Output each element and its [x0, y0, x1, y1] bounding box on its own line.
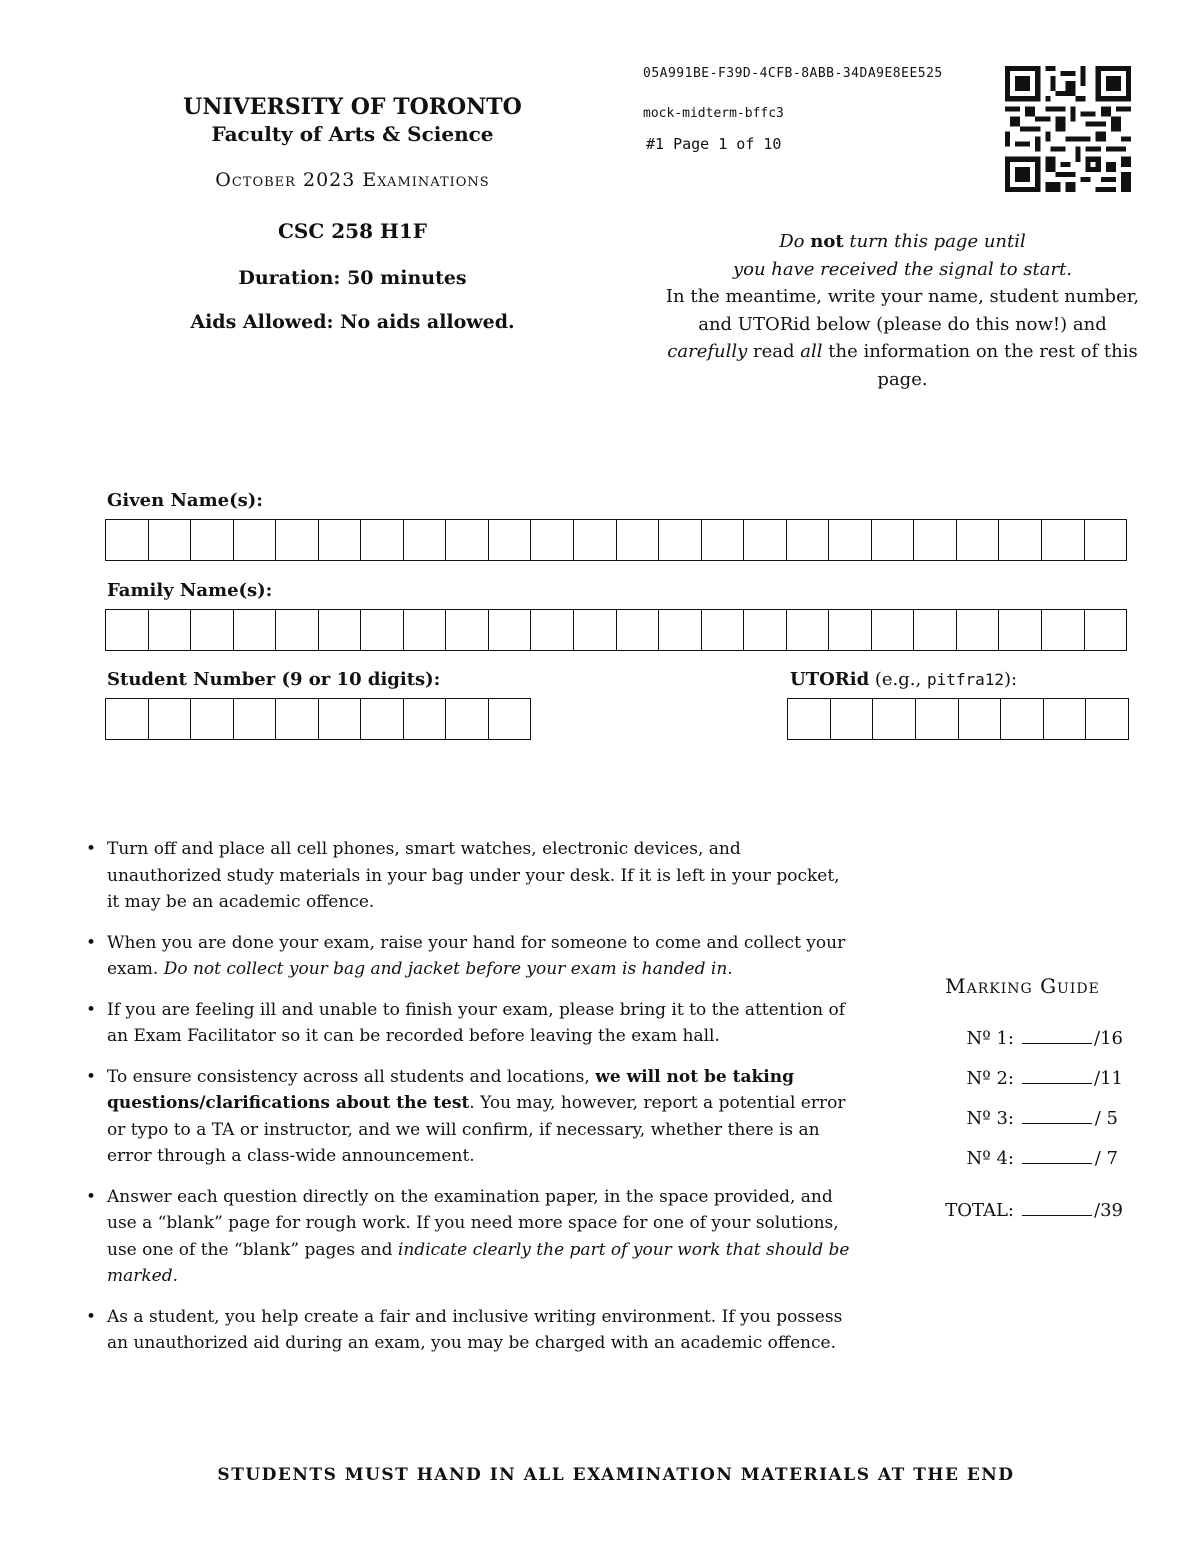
given-name-input[interactable]	[105, 519, 1127, 561]
instruction-item: • When you are done your exam, raise your hand for someone to come and collect your exam. Do not collect your bag and jacket before your exam is handed in.	[86, 930, 851, 983]
course-code: CSC 258 H1F	[278, 219, 427, 243]
char-box[interactable]	[234, 520, 277, 560]
notice-line-1: Do not turn this page until	[779, 231, 1026, 252]
family-name-input[interactable]	[105, 609, 1127, 651]
char-box[interactable]	[1001, 699, 1044, 739]
char-box[interactable]	[276, 699, 319, 739]
given-name-label: Given Name(s):	[107, 490, 263, 511]
char-box[interactable]	[531, 610, 574, 650]
char-box[interactable]	[787, 610, 830, 650]
student-number-label: Student Number (9 or 10 digits):	[107, 669, 441, 690]
marking-row-q4: Nº 4: / 7	[966, 1148, 1118, 1169]
utorid-label: UTORid (e.g., pitfra12):	[790, 669, 1018, 690]
char-box[interactable]	[999, 610, 1042, 650]
instruction-item: • As a student, you help create a fair and inclusive writing environment. If you possess an unauthorized aid during an exam, you may be charged with an academic offence.	[86, 1304, 851, 1357]
char-box[interactable]	[574, 610, 617, 650]
marking-row-q1: Nº 1: /16	[966, 1028, 1123, 1049]
char-box[interactable]	[319, 610, 362, 650]
char-box[interactable]	[191, 610, 234, 650]
start-notice	[665, 228, 1140, 393]
char-box[interactable]	[106, 699, 149, 739]
char-box[interactable]	[1085, 610, 1127, 650]
instruction-item: • Turn off and place all cell phones, smart watches, electronic devices, and unauthorized study materials in your bag under your desk. If it is left in your pocket, it may be an academic offence.	[86, 836, 851, 916]
char-box[interactable]	[659, 520, 702, 560]
char-box[interactable]	[1042, 610, 1085, 650]
char-box[interactable]	[744, 520, 787, 560]
exam-uuid: 05A991BE-F39D-4CFB-8ABB-34DA9E8EE525	[643, 66, 943, 81]
char-box[interactable]	[1042, 520, 1085, 560]
instructions-list	[86, 836, 851, 1371]
char-box[interactable]	[106, 610, 149, 650]
marking-guide-title: Marking Guide	[945, 974, 1100, 998]
char-box[interactable]	[617, 610, 660, 650]
char-box[interactable]	[489, 520, 532, 560]
char-box[interactable]	[361, 610, 404, 650]
char-box[interactable]	[872, 610, 915, 650]
instruction-item: • Answer each question directly on the examination paper, in the space provided, and use a “blank” page for rough work. If you need more space for one of your solutions, use one of the “blank” pages and indicate clearly the part of your work that should be marked.	[86, 1184, 851, 1290]
char-box[interactable]	[446, 520, 489, 560]
char-box[interactable]	[404, 699, 447, 739]
char-box[interactable]	[106, 520, 149, 560]
char-box[interactable]	[276, 520, 319, 560]
instruction-item: • To ensure consistency across all students and locations, we will not be taking questions/clarifications about the test. You may, however, report a potential error or typo to a TA or instructor, and we will confirm, if necessary, whether there is an error through a class-wide announcement.	[86, 1064, 851, 1170]
marking-guide	[915, 974, 1130, 1240]
family-name-label: Family Name(s):	[107, 580, 273, 601]
char-box[interactable]	[1086, 699, 1128, 739]
aids-allowed: Aids Allowed: No aids allowed.	[190, 311, 515, 333]
exam-code: mock-midterm-bffc3	[643, 106, 784, 121]
char-box[interactable]	[489, 610, 532, 650]
char-box[interactable]	[831, 699, 874, 739]
exam-header	[150, 93, 555, 333]
char-box[interactable]	[446, 610, 489, 650]
char-box[interactable]	[873, 699, 916, 739]
char-box[interactable]	[659, 610, 702, 650]
utorid-input[interactable]	[787, 698, 1129, 740]
char-box[interactable]	[319, 520, 362, 560]
char-box[interactable]	[319, 699, 362, 739]
char-box[interactable]	[404, 610, 447, 650]
exam-duration: Duration: 50 minutes	[238, 267, 467, 289]
char-box[interactable]	[1085, 520, 1127, 560]
char-box[interactable]	[404, 520, 447, 560]
char-box[interactable]	[702, 610, 745, 650]
instruction-item: • If you are feeling ill and unable to finish your exam, please bring it to the attention of an Exam Facilitator so it can be recorded before leaving the exam hall.	[86, 997, 851, 1050]
char-box[interactable]	[234, 610, 277, 650]
char-box[interactable]	[914, 610, 957, 650]
notice-line-3: In the meantime, write your name, student number, and UTORid below (please do this now!) and carefully read all the information on the rest of this page.	[665, 286, 1140, 390]
char-box[interactable]	[1044, 699, 1087, 739]
char-box[interactable]	[959, 699, 1002, 739]
university-name: UNIVERSITY OF TORONTO	[183, 94, 522, 120]
char-box[interactable]	[149, 610, 192, 650]
char-box[interactable]	[788, 699, 831, 739]
char-box[interactable]	[234, 699, 277, 739]
char-box[interactable]	[191, 520, 234, 560]
char-box[interactable]	[276, 610, 319, 650]
faculty-name: Faculty of Arts & Science	[211, 122, 494, 146]
page-number: #1 Page 1 of 10	[646, 135, 782, 153]
char-box[interactable]	[149, 699, 192, 739]
char-box[interactable]	[787, 520, 830, 560]
char-box[interactable]	[149, 520, 192, 560]
marking-row-q2: Nº 2: /11	[966, 1068, 1123, 1089]
char-box[interactable]	[914, 520, 957, 560]
char-box[interactable]	[872, 520, 915, 560]
marking-row-total: TOTAL: /39	[945, 1200, 1123, 1221]
char-box[interactable]	[916, 699, 959, 739]
char-box[interactable]	[361, 699, 404, 739]
char-box[interactable]	[829, 520, 872, 560]
exam-session: October 2023 Examinations	[215, 169, 490, 191]
footer-notice: STUDENTS MUST HAND IN ALL EXAMINATION MATERIALS AT THE END	[217, 1465, 1015, 1485]
qr-code-icon	[1005, 66, 1131, 192]
char-box[interactable]	[191, 699, 234, 739]
char-box[interactable]	[702, 520, 745, 560]
char-box[interactable]	[574, 520, 617, 560]
char-box[interactable]	[446, 699, 489, 739]
char-box[interactable]	[829, 610, 872, 650]
char-box[interactable]	[531, 520, 574, 560]
char-box[interactable]	[617, 520, 660, 560]
char-box[interactable]	[999, 520, 1042, 560]
char-box[interactable]	[361, 520, 404, 560]
char-box[interactable]	[744, 610, 787, 650]
notice-line-2: you have received the signal to start.	[732, 258, 1073, 280]
char-box[interactable]	[957, 520, 1000, 560]
student-number-input[interactable]	[105, 698, 531, 740]
marking-row-q3: Nº 3: / 5	[966, 1108, 1118, 1129]
char-box[interactable]	[957, 610, 1000, 650]
char-box[interactable]	[489, 699, 531, 739]
